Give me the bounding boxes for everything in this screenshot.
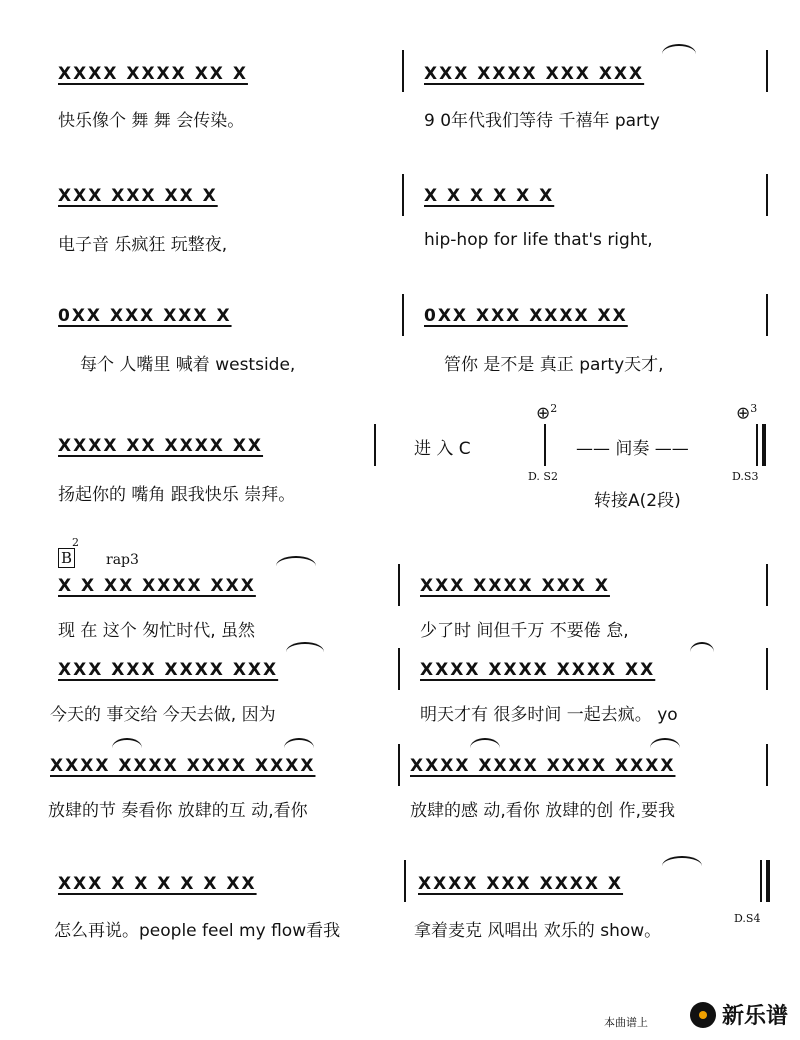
tie-mark xyxy=(662,856,702,866)
brand-logo xyxy=(690,999,788,1030)
lyric-row-1-right: 9 0年代我们等待 千禧年 party xyxy=(424,111,660,131)
transfer-label: 转接A(2段) xyxy=(594,491,681,511)
rhythm-row-8-left: XXX X X X X X XX xyxy=(58,874,257,894)
tie-mark xyxy=(276,556,316,566)
lyric-row-7-left: 放肆的节 奏看你 放肆的互 动,看你 xyxy=(48,801,308,821)
barline xyxy=(398,744,400,786)
barline xyxy=(760,860,762,902)
barline xyxy=(766,50,768,92)
lyric-row-4-left: 扬起你的 嘴角 跟我快乐 崇拜。 xyxy=(58,485,296,505)
rhythm-row-4-left: XXXX XX XXXX XX xyxy=(58,436,264,456)
brand-name: 新乐谱 xyxy=(721,1004,788,1029)
interlude-label: —— 间奏 —— xyxy=(576,439,689,459)
barline xyxy=(402,294,404,336)
barline xyxy=(762,424,766,466)
barline xyxy=(766,564,768,606)
barline xyxy=(756,424,758,466)
ds3-label: D.S3 xyxy=(732,470,759,483)
barline xyxy=(398,564,400,606)
barline xyxy=(766,860,770,902)
barline xyxy=(766,744,768,786)
tie-mark xyxy=(662,44,696,54)
barline xyxy=(374,424,376,466)
tie-mark xyxy=(284,738,314,748)
lyric-row-6-left: 今天的 事交给 今天去做, 因为 xyxy=(50,705,276,725)
lyric-row-2-right: hip-hop for life that's right, xyxy=(424,230,653,250)
lyric-row-3-right: 管你 是不是 真正 party天才, xyxy=(444,355,664,375)
tie-mark xyxy=(470,738,500,748)
barline xyxy=(766,294,768,336)
rhythm-row-7-right: XXXX XXXX XXXX XXXX xyxy=(410,756,676,776)
lyric-row-8-left: 怎么再说。people feel my flow看我 xyxy=(54,921,341,941)
barline xyxy=(398,648,400,690)
ds4-label: D.S4 xyxy=(734,912,761,925)
barline xyxy=(766,174,768,216)
rhythm-row-8-right: XXXX XXX XXXX X xyxy=(418,874,624,894)
barline xyxy=(402,174,404,216)
rhythm-row-1-left: XXXX XXXX XX X xyxy=(58,64,248,84)
tie-mark xyxy=(112,738,142,748)
enter-c-label: 进 入 C xyxy=(414,439,471,459)
rhythm-row-2-left: XXX XXX XX X xyxy=(58,186,218,206)
lyric-row-3-left: 每个 人嘴里 喊着 westside, xyxy=(80,355,296,375)
section-b-mark: B xyxy=(58,548,75,568)
rhythm-row-5-left: X X XX XXXX XXX xyxy=(58,576,256,596)
tie-mark xyxy=(690,642,714,652)
barline xyxy=(544,424,546,466)
barline xyxy=(766,648,768,690)
segno-3: ⊕$^3$ xyxy=(736,402,758,424)
barline xyxy=(404,860,406,902)
rap-label: rap3 xyxy=(106,552,139,568)
section-b-number: 2 xyxy=(72,536,79,549)
lyric-row-6-right: 明天才有 很多时间 一起去疯。 yo xyxy=(420,705,678,725)
rhythm-row-3-left: 0XX XXX XXX X xyxy=(58,306,232,326)
footer-text: 本曲谱上 xyxy=(604,1016,648,1029)
barline xyxy=(402,50,404,92)
rhythm-row-6-left: XXX XXX XXXX XXX xyxy=(58,660,279,680)
lyric-row-1-left: 快乐像个 舞 舞 会传染。 xyxy=(58,111,245,131)
lyric-row-7-right: 放肆的感 动,看你 放肆的创 作,要我 xyxy=(410,801,676,821)
rhythm-row-5-right: XXX XXXX XXX X xyxy=(420,576,610,596)
tie-mark xyxy=(286,642,324,652)
tie-mark xyxy=(650,738,680,748)
rhythm-row-1-right: XXX XXXX XXX XXX xyxy=(424,64,645,84)
lyric-row-5-left: 现 在 这个 匆忙时代, 虽然 xyxy=(58,621,256,641)
lyric-row-2-left: 电子音 乐疯狂 玩整夜, xyxy=(58,235,228,255)
rhythm-row-3-right: 0XX XXX XXXX XX xyxy=(424,306,628,326)
rhythm-row-6-right: XXXX XXXX XXXX XX xyxy=(420,660,656,680)
ds2-label: D. S2 xyxy=(528,470,558,483)
segno-2: ⊕$^2$ xyxy=(536,402,558,424)
rhythm-row-2-right: X X X X X X xyxy=(424,186,555,206)
lyric-row-5-right: 少了时 间但千万 不要倦 怠, xyxy=(420,621,629,641)
rhythm-row-7-left: XXXX XXXX XXXX XXXX xyxy=(50,756,316,776)
lyric-row-8-right: 拿着麦克 风唱出 欢乐的 show。 xyxy=(414,921,662,941)
disc-icon xyxy=(690,1002,716,1028)
